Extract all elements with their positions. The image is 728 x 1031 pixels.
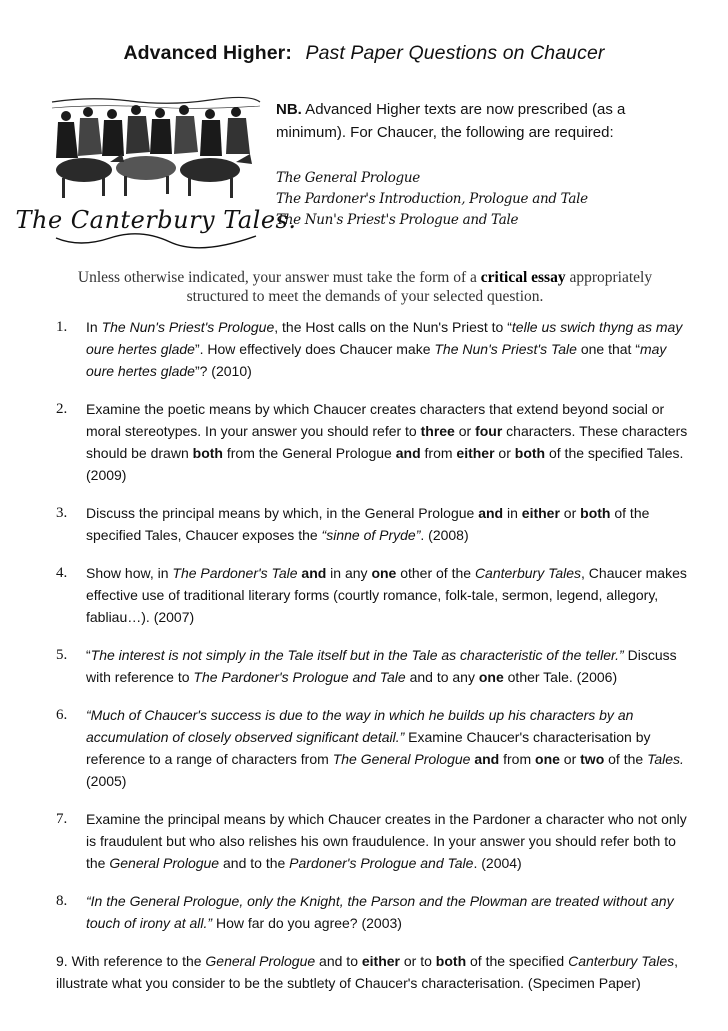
text-run: Discuss with reference to [86,647,677,685]
text-run: both [580,505,611,521]
logo-lettering: The Canterbury Tales. [15,206,297,234]
question-item-9 [56,950,692,994]
text-run: Show how, in [86,565,173,581]
text-run: With reference to the [67,953,206,969]
question-text [86,565,687,625]
text-run: ”? (2010) [194,363,252,379]
text-run: The Pardoner's Prologue and Tale [193,669,406,685]
text-run: other Tale. (2006) [503,669,618,685]
text-run: “Much of Chaucer's success is due to the way in which he builds up his characters by an accumulation of closely observed significant detail.” [86,707,634,745]
text-run: or [454,423,476,439]
text-run: , the Host calls on the Nun's Priest to “ [274,319,512,335]
required-text: The Pardoner's Introduction, Prologue and Tale [276,191,588,207]
text-run: of the [604,751,648,767]
question-number: 3. [56,505,68,521]
text-run: General Prologue [109,855,220,871]
text-run: and [301,565,327,581]
question-item [56,502,692,546]
text-run: Canterbury Tales [568,953,675,969]
text-run: “ [86,647,91,663]
text-run: of the specified [466,953,569,969]
text-run: telle us swich thyng as may oure hertes glade [86,319,683,357]
text-run: both [435,953,467,969]
text-run: in [503,505,522,521]
text-run: How far do you agree? (2003) [212,915,402,931]
text-run: and [395,445,421,461]
text-run: , Chaucer makes effective use of traditional literary forms (courtly romance, folk-tale, sermon, legend, allegory, fabliau…). (2007) [86,565,687,625]
text-run: of the specified Tales, Chaucer exposes the [86,505,650,543]
text-run: two [580,751,605,767]
question-text [56,953,678,991]
question-text [86,811,687,871]
question-number: 9. [56,953,68,969]
text-run: characters. These characters should be drawn [86,423,688,461]
question-text [86,707,684,789]
text-run: . (2008) [420,527,469,543]
required-texts-list [276,168,696,231]
text-run: The General Prologue [332,751,471,767]
question-number: 4. [56,565,68,581]
text-run: Examine the poetic means by which Chaucer creates characters that extend beyond social or moral stereotypes. In your answer you should refer to [86,401,665,439]
text-run: one [371,565,397,581]
text-run: from [420,445,457,461]
text-run: The Nun's Priest's Prologue [101,319,275,335]
question-item [56,890,692,934]
text-run: or [559,505,581,521]
question-item [56,644,692,688]
question-list [56,316,692,1010]
text-run: General Prologue [205,953,316,969]
question-number: 2. [56,401,68,417]
text-run: and to any [405,669,479,685]
question-number: 7. [56,811,68,827]
instruction-before: Unless otherwise indicated, your answer must take the form of a [77,269,481,286]
text-run: Tales. [647,751,684,767]
text-run: (2005) [86,773,127,789]
nb-note [276,98,696,144]
question-item [56,562,692,628]
page-title [0,42,728,65]
nb-text: Advanced Higher texts are now prescribed (as a minimum). For Chaucer, the following are required: [276,101,626,141]
text-run: either [361,953,400,969]
question-text [86,647,677,685]
instruction-text [60,268,670,306]
text-run: three [420,423,455,439]
text-run: . (2004) [473,855,522,871]
text-run: “In the General Prologue, only the Knight, the Parson and the Plowman are treated without any touch of irony at all.” [86,893,674,931]
text-run: and [474,751,500,767]
text-run: Discuss the principal means by which, in the General Prologue [86,505,479,521]
text-run: either [456,445,495,461]
text-run: Pardoner's Prologue and Tale [289,855,474,871]
text-run: and [478,505,504,521]
question-text [86,319,682,379]
question-item [56,316,692,382]
text-run: Canterbury Tales [474,565,582,581]
text-run: one [535,751,560,767]
required-text: The Nun's Priest's Prologue and Tale [276,212,519,228]
text-run: four [475,423,503,439]
question-number: 6. [56,707,68,723]
text-run: or [494,445,515,461]
text-run: and to [315,953,362,969]
text-run: “sinne of Pryde” [321,527,421,543]
question-item [56,808,692,874]
text-run: of the specified Tales. (2009) [86,445,684,483]
text-run: from the General Prologue [222,445,396,461]
text-run: ”. How effectively does Chaucer make [194,341,435,357]
title-italic: Past Paper Questions on Chaucer [305,42,605,64]
question-text [86,893,674,931]
text-run: In [86,319,102,335]
question-number: 5. [56,647,68,663]
woodcut-illustration [52,97,260,108]
text-run: both [514,445,546,461]
text-run: and to the [219,855,290,871]
text-run: may oure hertes glade [86,341,667,379]
question-item [56,398,692,486]
text-run: or [559,751,581,767]
title-bold: Advanced Higher: [123,42,292,64]
text-run: , illustrate what you consider to be the subtlety of Chaucer's characterisation. (Specimen Paper) [56,953,679,991]
instruction-emphasis: critical essay [480,269,566,286]
text-run: from [499,751,536,767]
question-text [86,401,687,483]
question-number: 1. [56,319,68,335]
question-text [86,505,649,543]
nb-label: NB. [276,101,302,118]
text-run: in any [326,565,372,581]
text-run: or to [400,953,436,969]
text-run: Examine Chaucer's characterisation by reference to a range of characters from [86,729,651,767]
question-item [56,704,692,792]
text-run: Examine the principal means by which Chaucer creates in the Pardoner a character who not only is fraudulent but who also relishes his own fraudulence. In your answer you should refer both to the [86,811,687,871]
text-run: both [192,445,223,461]
question-number: 8. [56,893,68,909]
text-run: The interest is not simply in the Tale itself but in the Tale as characteristic of the teller.” [90,647,624,663]
text-run: one [478,669,504,685]
instruction-after: appropriately structured to meet the demands of your selected question. [186,269,653,305]
text-run: The Nun's Priest's Tale [434,341,577,357]
text-run: one that “ [576,341,640,357]
text-run: The Pardoner's Tale [172,565,298,581]
text-run: either [521,505,560,521]
required-text: The General Prologue [276,170,420,186]
text-run: other of the [396,565,475,581]
